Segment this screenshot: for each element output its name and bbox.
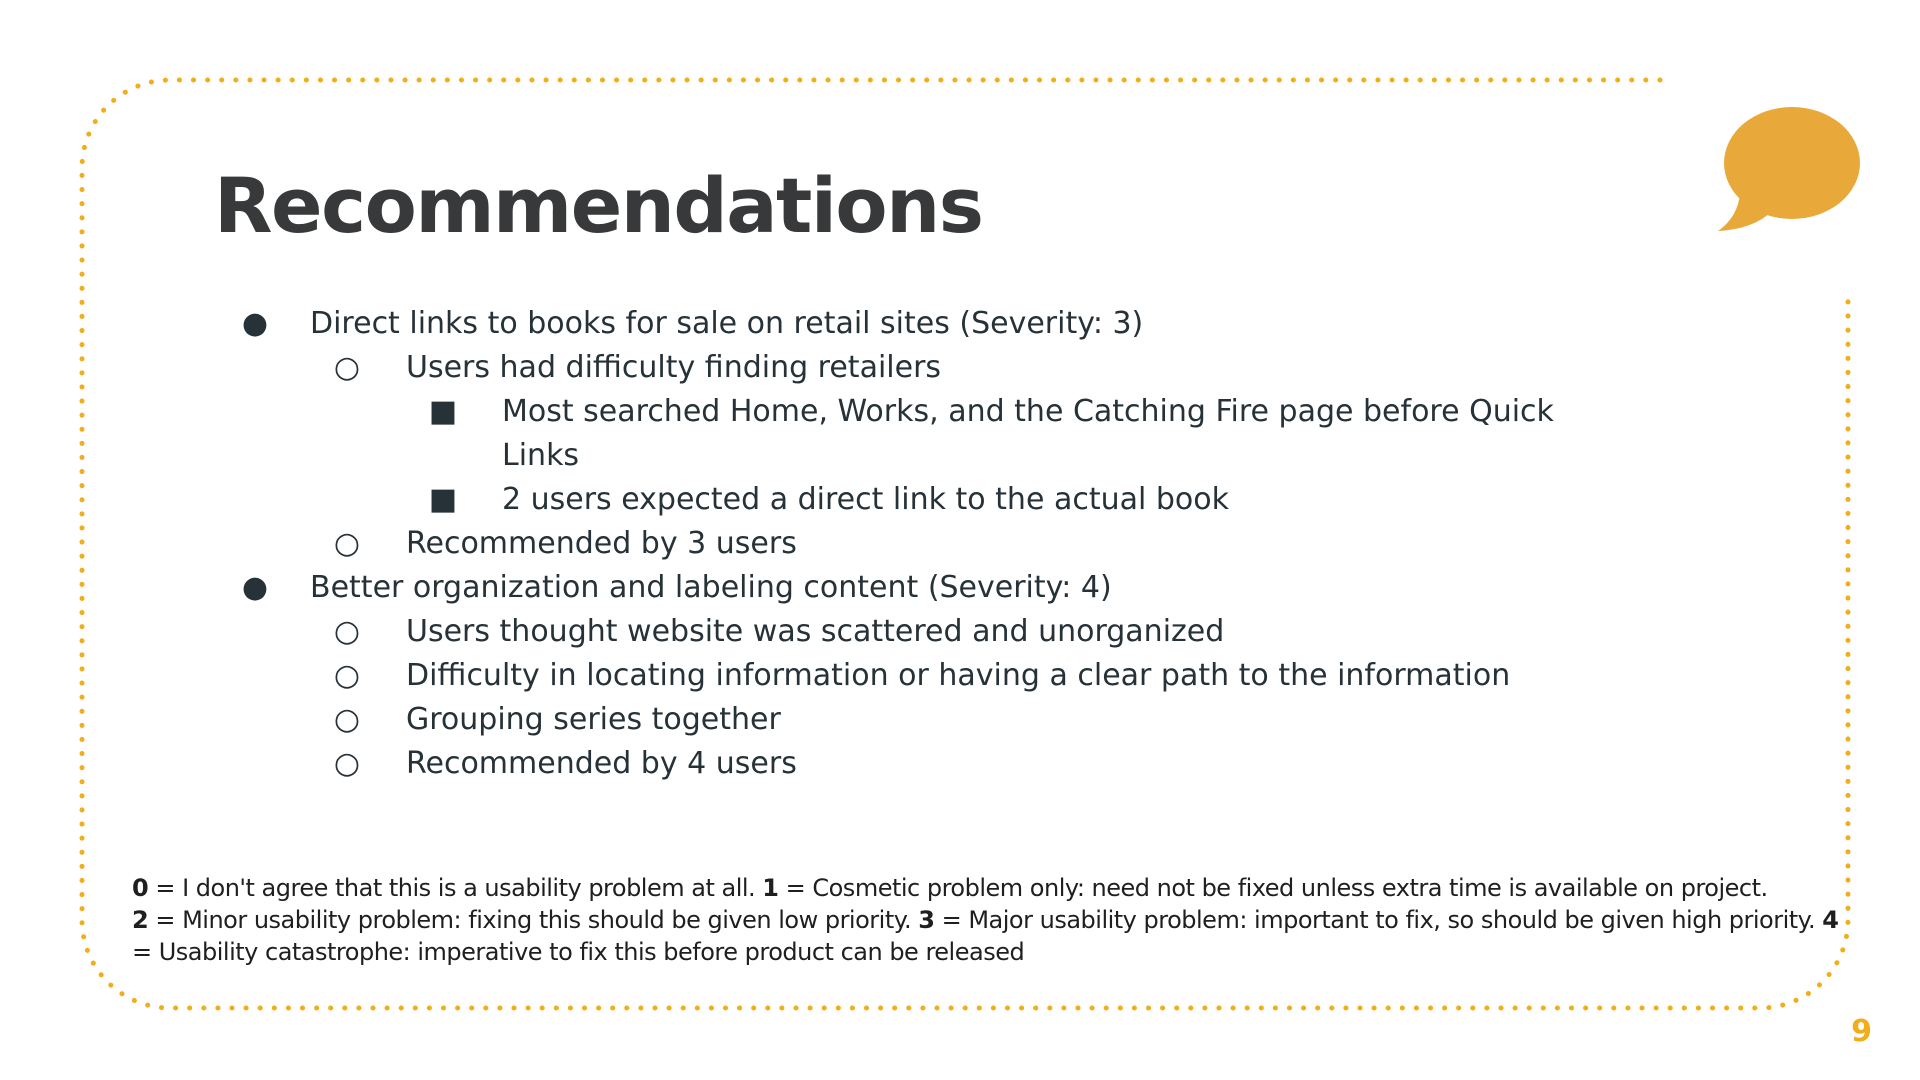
list-item <box>240 522 1580 566</box>
bullet-circle: ○ <box>333 658 361 693</box>
list-item <box>240 302 1580 346</box>
list-item <box>240 346 1580 390</box>
list-item-text: Recommended by 3 users <box>406 526 797 561</box>
severity-text-2: = Minor usability problem: fixing this should be given low priority. <box>148 906 919 934</box>
list-item-text: Recommended by 4 users <box>406 746 797 781</box>
severity-key-0: 0 <box>132 874 149 902</box>
severity-text-1: = Cosmetic problem only: need not be fixed unless extra time is available on project. <box>778 874 1768 902</box>
list-item <box>240 742 1580 786</box>
speech-bubble-icon <box>1710 105 1860 235</box>
severity-key-4: 4 <box>1822 906 1839 934</box>
list-item <box>240 698 1580 742</box>
bullet-square: ■ <box>428 482 458 517</box>
list-item-text: Direct links to books for sale on retail sites (Severity: 3) <box>310 306 1144 341</box>
severity-text-0: = I don't agree that this is a usability problem at all. <box>148 874 763 902</box>
bullet-circle: ○ <box>333 614 361 649</box>
bullet-circle: ○ <box>333 526 361 561</box>
severity-legend <box>132 872 1852 968</box>
list-item <box>240 478 1580 522</box>
severity-key-3: 3 <box>918 906 935 934</box>
list-item-text: Better organization and labeling content (Severity: 4) <box>310 570 1112 605</box>
list-item <box>240 654 1580 698</box>
bullet-disc: ● <box>241 570 269 605</box>
bullet-circle: ○ <box>333 702 361 737</box>
bullet-square: ■ <box>428 394 458 429</box>
bullet-circle: ○ <box>333 746 361 781</box>
slide-title: Recommendations <box>214 161 983 250</box>
page-number: 9 <box>1851 1014 1872 1049</box>
list-item <box>240 390 1580 434</box>
severity-key-2: 2 <box>132 906 149 934</box>
list-item-text: Users thought website was scattered and unorganized <box>406 614 1225 649</box>
recommendations-list <box>240 302 1580 786</box>
list-item-text: 2 users expected a direct link to the actual book <box>502 482 1229 517</box>
list-item-text: Most searched Home, Works, and the Catching Fire page before Quick <box>502 394 1554 429</box>
bullet-disc: ● <box>241 306 269 341</box>
list-item <box>240 566 1580 610</box>
list-item-text: Grouping series together <box>406 702 781 737</box>
list-item-text: Users had difficulty finding retailers <box>406 350 942 385</box>
list-item-text: Links <box>502 438 580 473</box>
severity-text-3: = Major usability problem: important to fix, so should be given high priority. <box>934 906 1823 934</box>
list-item-continuation <box>240 434 1580 478</box>
severity-key-1: 1 <box>762 874 779 902</box>
list-item <box>240 610 1580 654</box>
list-item-text: Difficulty in locating information or having a clear path to the information <box>406 658 1511 693</box>
severity-text-4: = Usability catastrophe: imperative to fix this before product can be released <box>132 938 1025 966</box>
bullet-circle: ○ <box>333 350 361 385</box>
